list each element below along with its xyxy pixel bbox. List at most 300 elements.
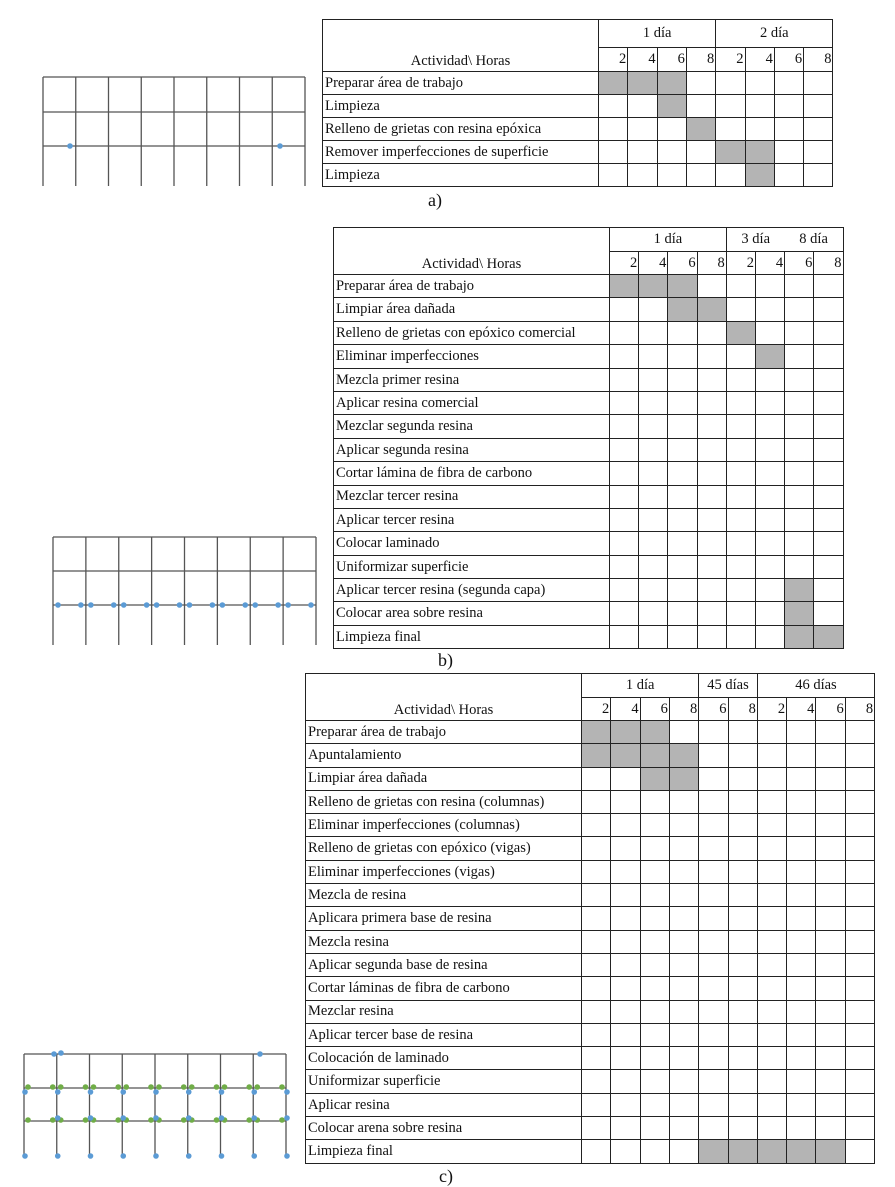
node-marker-icon <box>25 1084 31 1090</box>
schedule-cell-empty <box>845 1093 874 1116</box>
activity-label: Eliminar imperfecciones (vigas) <box>306 860 582 883</box>
schedule-cell-empty <box>816 1070 845 1093</box>
schedule-cell-empty <box>699 721 728 744</box>
schedule-cell-empty <box>611 790 640 813</box>
node-marker-icon <box>91 1084 97 1090</box>
activity-label: Colocar area sobre resina <box>334 602 610 625</box>
node-marker-icon <box>22 1089 28 1095</box>
activity-label: Mezcla primer resina <box>334 368 610 391</box>
schedule-cell-empty <box>757 837 786 860</box>
activity-label: Colocar arena sobre resina <box>306 1117 582 1140</box>
schedule-cell-empty <box>757 790 786 813</box>
schedule-cell-empty <box>757 977 786 1000</box>
node-marker-icon <box>189 1084 195 1090</box>
activity-label: Apuntalamiento <box>306 744 582 767</box>
activity-label: Limpieza final <box>306 1140 582 1163</box>
schedule-cell-empty <box>757 767 786 790</box>
schedule-cell-empty <box>669 1117 698 1140</box>
table-row <box>306 744 875 767</box>
schedule-cell-empty <box>787 1093 816 1116</box>
node-marker-icon <box>88 1153 94 1159</box>
schedule-cell-empty <box>845 837 874 860</box>
node-marker-icon <box>25 1117 31 1123</box>
schedule-cell-empty <box>757 953 786 976</box>
schedule-cell-empty <box>787 1023 816 1046</box>
schedule-cell-empty <box>816 1000 845 1023</box>
activity-label: Remover imperfecciones de superficie <box>323 141 599 164</box>
schedule-cell-filled <box>582 721 611 744</box>
node-marker-icon <box>88 1089 94 1095</box>
schedule-cell-empty <box>787 953 816 976</box>
node-marker-icon <box>284 1115 290 1121</box>
schedule-cell-empty <box>816 790 845 813</box>
node-marker-icon <box>284 1089 290 1095</box>
header-hour: 4 <box>628 48 657 72</box>
node-marker-icon <box>88 1115 94 1121</box>
schedule-cell-empty <box>640 907 669 930</box>
schedule-cell-empty <box>699 1023 728 1046</box>
schedule-cell-empty <box>582 1140 611 1163</box>
node-marker-icon <box>257 1051 263 1057</box>
node-marker-icon <box>279 1117 285 1123</box>
schedule-cell-empty <box>669 1140 698 1163</box>
header-hour: 8 <box>845 698 874 721</box>
schedule-cell-empty <box>845 1023 874 1046</box>
schedule-cell-empty <box>669 1093 698 1116</box>
node-marker-icon <box>115 1117 121 1123</box>
schedule-cell-empty <box>699 790 728 813</box>
activity-label: Mezclar segunda resina <box>334 415 610 438</box>
schedule-cell-empty <box>728 837 757 860</box>
header-day-group: 3 día <box>726 228 784 252</box>
schedule-cell-empty <box>787 814 816 837</box>
header-hour: 8 <box>686 48 715 72</box>
table-row <box>306 837 875 860</box>
schedule-cell-empty <box>582 1000 611 1023</box>
schedule-cell-empty <box>699 814 728 837</box>
node-marker-icon <box>214 1117 220 1123</box>
schedule-cell-empty <box>640 1023 669 1046</box>
schedule-cell-empty <box>816 721 845 744</box>
schedule-cell-empty <box>728 977 757 1000</box>
schedule-cell-empty <box>611 1047 640 1070</box>
schedule-cell-empty <box>640 1070 669 1093</box>
table-row <box>306 814 875 837</box>
schedule-cell-empty <box>611 1117 640 1140</box>
header-day-group: 46 días <box>757 674 874 698</box>
schedule-cell-empty <box>640 1000 669 1023</box>
schedule-cell-empty <box>816 884 845 907</box>
table-row <box>306 930 875 953</box>
schedule-cell-empty <box>816 1117 845 1140</box>
activity-label: Limpiar área dañada <box>334 298 610 321</box>
table-row <box>306 953 875 976</box>
schedule-cell-empty <box>669 814 698 837</box>
schedule-cell-empty <box>728 884 757 907</box>
node-marker-icon <box>219 1115 225 1121</box>
schedule-cell-empty <box>845 721 874 744</box>
schedule-cell-empty <box>669 884 698 907</box>
schedule-cell-empty <box>640 1140 669 1163</box>
schedule-cell-empty <box>640 860 669 883</box>
schedule-cell-empty <box>699 1000 728 1023</box>
node-marker-icon <box>51 1051 57 1057</box>
node-marker-icon <box>148 1084 154 1090</box>
header-hour: 2 <box>757 698 786 721</box>
schedule-cell-empty <box>816 930 845 953</box>
node-marker-icon <box>50 1117 56 1123</box>
schedule-cell-empty <box>728 930 757 953</box>
schedule-cell-empty <box>611 1093 640 1116</box>
header-hour: 2 <box>726 252 755 275</box>
schedule-cell-empty <box>757 721 786 744</box>
caption-b: b) <box>438 650 453 670</box>
activity-label: Aplicar tercer resina <box>334 508 610 531</box>
activity-label: Mezcla de resina <box>306 884 582 907</box>
node-marker-icon <box>58 1084 64 1090</box>
schedule-cell-empty <box>699 744 728 767</box>
node-marker-icon <box>55 1115 61 1121</box>
header-hour: 6 <box>774 48 803 72</box>
schedule-cell-empty <box>845 1047 874 1070</box>
node-marker-icon <box>22 1153 28 1159</box>
schedule-cell-empty <box>757 1023 786 1046</box>
schedule-cell-empty <box>699 860 728 883</box>
schedule-cell-empty <box>728 1023 757 1046</box>
activity-label: Aplicar tercer resina (segunda capa) <box>334 579 610 602</box>
schedule-cell-empty <box>611 860 640 883</box>
node-marker-icon <box>186 1115 192 1121</box>
schedule-cell-empty <box>757 930 786 953</box>
schedule-cell-empty <box>611 1000 640 1023</box>
schedule-cell-empty <box>845 790 874 813</box>
header-hour: 6 <box>785 252 814 275</box>
schedule-cell-empty <box>816 860 845 883</box>
schedule-cell-empty <box>699 1070 728 1093</box>
activity-label: Aplicara primera base de resina <box>306 907 582 930</box>
activity-label: Limpieza <box>323 95 599 118</box>
activity-label: Cortar lámina de fibra de carbono <box>334 462 610 485</box>
header-hour: 6 <box>657 48 686 72</box>
caption-a: a) <box>428 190 442 210</box>
activity-label: Uniformizar superficie <box>334 555 610 578</box>
table-row <box>306 1047 875 1070</box>
activity-label: Relleno de grietas con epóxico comercial <box>334 321 610 344</box>
node-marker-icon <box>251 1089 257 1095</box>
schedule-cell-empty <box>787 1070 816 1093</box>
schedule-cell-empty <box>728 814 757 837</box>
schedule-cell-empty <box>845 767 874 790</box>
schedule-cell-empty <box>582 884 611 907</box>
header-hour: 4 <box>787 698 816 721</box>
schedule-cell-empty <box>699 930 728 953</box>
schedule-cell-filled <box>816 1140 845 1163</box>
schedule-cell-empty <box>787 884 816 907</box>
schedule-cell-empty <box>757 814 786 837</box>
schedule-cell-empty <box>669 721 698 744</box>
header-hour: 2 <box>599 48 628 72</box>
activity-label: Relleno de grietas con resina (columnas) <box>306 790 582 813</box>
schedule-cell-empty <box>640 814 669 837</box>
schedule-cell-filled <box>640 721 669 744</box>
schedule-cell-empty <box>787 744 816 767</box>
schedule-cell-empty <box>640 1047 669 1070</box>
table-row <box>306 790 875 813</box>
schedule-cell-empty <box>699 1117 728 1140</box>
schedule-cell-empty <box>582 1093 611 1116</box>
schedule-cell-empty <box>582 1117 611 1140</box>
activity-label: Aplicar segunda resina <box>334 438 610 461</box>
schedule-cell-empty <box>640 977 669 1000</box>
header-day-group: 45 días <box>699 674 758 698</box>
table-row <box>306 721 875 744</box>
schedule-cell-empty <box>640 837 669 860</box>
header-hour: 6 <box>640 698 669 721</box>
activity-label: Aplicar resina <box>306 1093 582 1116</box>
schedule-cell-empty <box>787 721 816 744</box>
header-hour: 2 <box>582 698 611 721</box>
caption-c: c) <box>439 1166 453 1186</box>
schedule-cell-empty <box>728 1000 757 1023</box>
schedule-cell-empty <box>845 977 874 1000</box>
schedule-cell-empty <box>669 1047 698 1070</box>
header-hour: 6 <box>699 698 728 721</box>
node-marker-icon <box>83 1117 89 1123</box>
table-row <box>306 1000 875 1023</box>
schedule-cell-empty <box>611 907 640 930</box>
schedule-cell-empty <box>816 907 845 930</box>
schedule-cell-empty <box>669 860 698 883</box>
schedule-cell-filled <box>757 1140 786 1163</box>
activity-label: Mezclar resina <box>306 1000 582 1023</box>
schedule-cell-empty <box>640 1117 669 1140</box>
schedule-cell-empty <box>757 1070 786 1093</box>
node-marker-icon <box>219 1153 225 1159</box>
node-marker-icon <box>251 1153 257 1159</box>
schedule-cell-empty <box>816 1023 845 1046</box>
table-row <box>306 977 875 1000</box>
schedule-cell-filled <box>787 1140 816 1163</box>
schedule-cell-empty <box>757 1000 786 1023</box>
schedule-cell-empty <box>757 907 786 930</box>
header-hour: 4 <box>611 698 640 721</box>
header-hour: 8 <box>728 698 757 721</box>
header-hour: 2 <box>610 252 639 275</box>
schedule-cell-empty <box>787 790 816 813</box>
node-marker-icon <box>50 1084 56 1090</box>
schedule-cell-empty <box>582 953 611 976</box>
schedule-cell-empty <box>728 744 757 767</box>
schedule-cell-empty <box>640 790 669 813</box>
schedule-cell-empty <box>845 953 874 976</box>
table-row <box>306 1070 875 1093</box>
table-row <box>306 1140 875 1163</box>
schedule-cell-empty <box>816 977 845 1000</box>
schedule-cell-empty <box>582 977 611 1000</box>
node-marker-icon <box>123 1084 129 1090</box>
schedule-cell-empty <box>582 907 611 930</box>
schedule-cell-empty <box>669 837 698 860</box>
schedule-cell-empty <box>816 1047 845 1070</box>
schedule-cell-empty <box>728 767 757 790</box>
schedule-cell-empty <box>757 1047 786 1070</box>
activity-label: Relleno de grietas con epóxico (vigas) <box>306 837 582 860</box>
schedule-cell-filled <box>640 767 669 790</box>
schedule-cell-empty <box>699 884 728 907</box>
schedule-cell-empty <box>611 953 640 976</box>
schedule-cell-filled <box>699 1140 728 1163</box>
node-marker-icon <box>153 1153 159 1159</box>
node-marker-icon <box>148 1117 154 1123</box>
schedule-cell-empty <box>816 837 845 860</box>
schedule-cell-empty <box>816 767 845 790</box>
schedule-cell-filled <box>611 744 640 767</box>
activity-label: Mezclar tercer resina <box>334 485 610 508</box>
schedule-cell-empty <box>669 1000 698 1023</box>
schedule-cell-empty <box>640 953 669 976</box>
schedule-cell-empty <box>787 1117 816 1140</box>
schedule-cell-empty <box>611 1140 640 1163</box>
node-marker-icon <box>186 1153 192 1159</box>
schedule-cell-empty <box>757 744 786 767</box>
node-marker-icon <box>58 1050 64 1056</box>
activity-label: Limpiar área dañada <box>306 767 582 790</box>
activity-label: Relleno de grietas con resina epóxica <box>323 118 599 141</box>
table-row <box>306 1117 875 1140</box>
header-day-group: 1 día <box>610 228 727 252</box>
header-activity-hours: Actividad\ Horas <box>323 20 599 72</box>
schedule-cell-empty <box>611 1023 640 1046</box>
schedule-cell-empty <box>611 767 640 790</box>
schedule-cell-empty <box>757 1093 786 1116</box>
header-activity-hours: Actividad\ Horas <box>306 674 582 721</box>
schedule-cell-empty <box>640 930 669 953</box>
activity-label: Preparar área de trabajo <box>323 72 599 95</box>
schedule-cell-filled <box>669 767 698 790</box>
activity-label: Mezcla resina <box>306 930 582 953</box>
schedule-cell-empty <box>582 790 611 813</box>
node-marker-icon <box>115 1084 121 1090</box>
schedule-cell-empty <box>699 977 728 1000</box>
node-marker-icon <box>55 1153 61 1159</box>
activity-label: Eliminar imperfecciones (columnas) <box>306 814 582 837</box>
activity-label: Colocación de laminado <box>306 1047 582 1070</box>
activity-label: Eliminar imperfecciones <box>334 345 610 368</box>
header-hour: 8 <box>697 252 726 275</box>
schedule-cell-empty <box>582 814 611 837</box>
table-row <box>306 907 875 930</box>
header-hour: 8 <box>669 698 698 721</box>
schedule-cell-empty <box>845 930 874 953</box>
node-marker-icon <box>153 1089 159 1095</box>
schedule-cell-empty <box>582 1047 611 1070</box>
schedule-cell-empty <box>787 1000 816 1023</box>
schedule-cell-filled <box>582 744 611 767</box>
schedule-cell-filled <box>611 721 640 744</box>
header-day-group: 2 día <box>716 20 833 48</box>
schedule-cell-empty <box>669 1070 698 1093</box>
activity-label: Limpieza final <box>334 625 610 648</box>
schedule-cell-empty <box>816 1093 845 1116</box>
schedule-cell-empty <box>582 837 611 860</box>
schedule-cell-empty <box>611 837 640 860</box>
schedule-cell-empty <box>728 790 757 813</box>
header-day-group: 8 día <box>785 228 843 252</box>
schedule-cell-filled <box>640 744 669 767</box>
schedule-cell-empty <box>757 860 786 883</box>
schedule-cell-empty <box>728 1070 757 1093</box>
schedule-cell-empty <box>845 1117 874 1140</box>
schedule-cell-empty <box>669 953 698 976</box>
header-hour: 8 <box>804 48 833 72</box>
activity-label: Aplicar segunda base de resina <box>306 953 582 976</box>
schedule-cell-empty <box>611 814 640 837</box>
activity-label: Aplicar resina comercial <box>334 391 610 414</box>
schedule-cell-empty <box>845 744 874 767</box>
node-marker-icon <box>284 1153 290 1159</box>
node-marker-icon <box>222 1084 228 1090</box>
schedule-cell-empty <box>699 1093 728 1116</box>
schedule-cell-empty <box>816 744 845 767</box>
schedule-cell-empty <box>582 767 611 790</box>
schedule-cell-empty <box>611 977 640 1000</box>
schedule-cell-empty <box>787 1047 816 1070</box>
schedule-cell-empty <box>787 767 816 790</box>
schedule-cell-empty <box>582 930 611 953</box>
schedule-cell-empty <box>669 1023 698 1046</box>
node-marker-icon <box>181 1084 187 1090</box>
activity-label: Limpieza <box>323 164 599 187</box>
node-marker-icon <box>251 1115 257 1121</box>
schedule-cell-filled <box>728 1140 757 1163</box>
schedule-cell-empty <box>582 860 611 883</box>
node-marker-icon <box>153 1115 159 1121</box>
schedule-cell-empty <box>699 953 728 976</box>
schedule-cell-empty <box>640 884 669 907</box>
table-row <box>306 1023 875 1046</box>
node-marker-icon <box>181 1117 187 1123</box>
schedule-cell-empty <box>816 953 845 976</box>
schedule-cell-empty <box>699 767 728 790</box>
node-marker-icon <box>279 1084 285 1090</box>
activity-label: Uniformizar superficie <box>306 1070 582 1093</box>
node-marker-icon <box>120 1115 126 1121</box>
header-hour: 6 <box>668 252 697 275</box>
header-activity-hours: Actividad\ Horas <box>334 228 610 275</box>
node-marker-icon <box>246 1084 252 1090</box>
schedule-cell-empty <box>728 860 757 883</box>
schedule-cell-empty <box>845 1000 874 1023</box>
header-hour: 4 <box>755 252 784 275</box>
table-row <box>306 860 875 883</box>
node-marker-icon <box>55 1089 61 1095</box>
header-hour: 2 <box>716 48 745 72</box>
schedule-cell-empty <box>757 884 786 907</box>
activity-label: Aplicar tercer base de resina <box>306 1023 582 1046</box>
node-marker-icon <box>186 1089 192 1095</box>
node-marker-icon <box>246 1117 252 1123</box>
schedule-cell-empty <box>640 1093 669 1116</box>
node-marker-icon <box>120 1089 126 1095</box>
schedule-cell-empty <box>845 907 874 930</box>
schedule-cell-empty <box>582 1070 611 1093</box>
schedule-cell-empty <box>845 1140 874 1163</box>
schedule-cell-empty <box>787 860 816 883</box>
node-marker-icon <box>156 1084 162 1090</box>
schedule-cell-empty <box>728 907 757 930</box>
node-marker-icon <box>214 1084 220 1090</box>
schedule-cell-empty <box>728 953 757 976</box>
